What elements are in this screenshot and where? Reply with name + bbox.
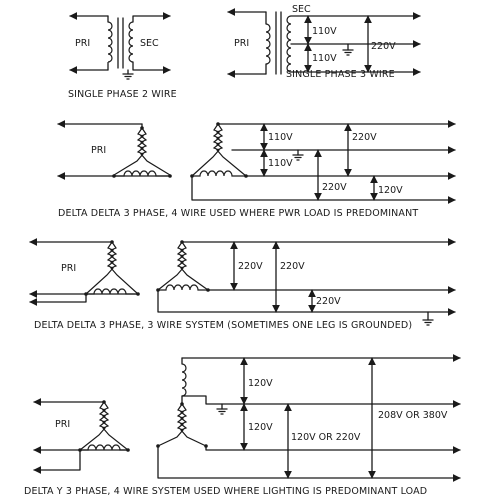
voltage-label-top: 110V (312, 26, 337, 37)
primary-label: PRI (61, 263, 77, 274)
voltage-label-4: 208V OR 380V (378, 410, 448, 421)
panel-delta-delta-3-wire (30, 240, 455, 331)
primary-winding (108, 22, 112, 64)
secondary-wye (156, 358, 208, 448)
ground-symbol (123, 70, 133, 79)
voltage-label-5: 120V (378, 185, 403, 196)
panel-delta-y-4-wire (24, 358, 460, 497)
caption: SINGLE PHASE 3 WIRE (286, 69, 395, 80)
voltage-label-3: 220V (352, 132, 377, 143)
voltage-label-3: 220V (316, 296, 341, 307)
primary-delta (78, 400, 130, 452)
primary-label: PRI (234, 38, 250, 49)
panel-delta-delta-4-wire (58, 122, 455, 219)
primary-delta (112, 126, 172, 178)
voltage-label-2: 110V (268, 158, 293, 169)
panel-single-phase-3-wire (228, 4, 420, 80)
primary-label: PRI (75, 38, 91, 49)
voltage-markers (244, 358, 372, 478)
ground-symbol (343, 44, 353, 55)
caption: SINGLE PHASE 2 WIRE (68, 89, 177, 100)
secondary-winding (129, 22, 133, 62)
voltage-markers (234, 242, 312, 312)
primary-leads (34, 402, 128, 470)
voltage-label-2: 120V (248, 422, 273, 433)
secondary-leads (291, 16, 420, 72)
secondary-label: SEC (292, 4, 311, 15)
voltage-label-3: 120V OR 220V (291, 432, 361, 443)
caption: DELTA DELTA 3 PHASE, 4 WIRE USED WHERE PWR LOAD IS PREDOMINANT (58, 208, 419, 219)
ground-symbol (293, 150, 303, 160)
voltage-label-2: 220V (280, 261, 305, 272)
primary-delta (84, 240, 140, 296)
caption: DELTA DELTA 3 PHASE, 3 WIRE SYSTEM (SOMETIMES ONE LEG IS GROUNDED) (34, 320, 413, 331)
voltage-label-total: 220V (371, 41, 396, 52)
primary-label: PRI (55, 419, 71, 430)
ground-symbol (423, 320, 433, 325)
secondary-delta (156, 240, 210, 292)
primary-leads (30, 242, 138, 302)
voltage-label-4: 220V (322, 182, 347, 193)
transformer-core (276, 12, 281, 74)
voltage-label-1: 120V (248, 378, 273, 389)
voltage-label-1: 220V (238, 261, 263, 272)
transformer-core (118, 18, 123, 68)
primary-leads (58, 124, 170, 176)
caption: DELTA Y 3 PHASE, 4 WIRE SYSTEM USED WHERE LIGHTING IS PREDOMINANT LOAD (24, 486, 428, 497)
secondary-leads (158, 242, 455, 320)
panel-single-phase-2-wire (68, 16, 177, 100)
voltage-label-1: 110V (268, 132, 293, 143)
voltage-label-bottom: 110V (312, 53, 337, 64)
primary-winding (266, 24, 270, 64)
primary-label: PRI (91, 145, 107, 156)
ground-symbol (217, 404, 227, 414)
secondary-label: SEC (140, 38, 159, 49)
